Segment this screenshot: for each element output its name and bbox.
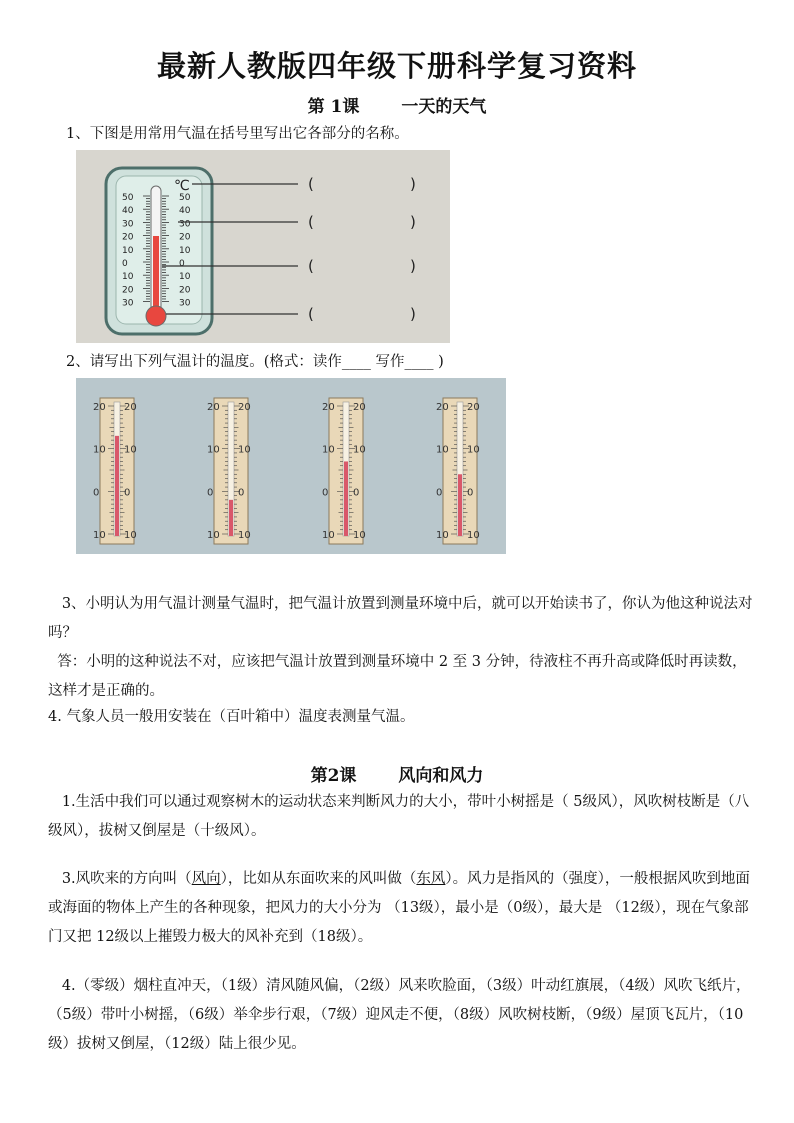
question-1: 1、下图是用常用气温在括号里写出它各部分的名称。 [66, 126, 409, 142]
question-3 [48, 590, 758, 648]
scale-label-left-4-3: 10 [436, 530, 449, 541]
scale-label-left-2-0: 20 [207, 402, 220, 413]
lesson-2-paragraph-4 [48, 972, 758, 1059]
scale-label-left-3-1: 10 [322, 444, 335, 456]
answer-wind-direction: 风向 [191, 871, 221, 887]
answer-east-wind: 东风 [416, 871, 446, 887]
answer-brackets [308, 175, 416, 323]
thermometer-readings-svg [76, 378, 506, 554]
lesson-1-number: 第 1课 [307, 97, 360, 117]
right-scale-labels [179, 193, 191, 309]
right-scale-label-1: 40 [179, 206, 191, 217]
scale-label-right-3-1: 10 [353, 444, 366, 456]
right-scale-label-3: 20 [179, 232, 191, 243]
paragraph-1-text: 1.生活中我们可以通过观察树木的运动状态来判断风力的大小，带叶小树摇是（ 5级风），风吹树枝断是（八级风），拔树又倒屋是（十级风）。 [48, 794, 750, 839]
left-scale-label-2: 30 [122, 219, 134, 230]
right-scale-label-4: 10 [179, 245, 191, 256]
paragraph-3-part-a: 3.风吹来的方向叫（ [61, 871, 192, 887]
scale-label-right-1-1: 10 [124, 444, 137, 456]
right-scale-label-5: 0 [179, 259, 185, 269]
left-scale-label-6: 10 [122, 272, 134, 283]
left-scale-labels [122, 193, 134, 309]
question-3-text: 3、小明认为用气温计测量气温时，把气温计放置到测量环境中后，就可以开始读书了，你认为他这种说法对吗？ [48, 596, 753, 641]
scale-label-left-3-2: 0 [322, 487, 329, 499]
scale-label-left-2-1: 10 [207, 444, 220, 456]
right-scale-label-7: 20 [179, 285, 191, 296]
scale-label-left-2-2: 0 [207, 487, 214, 499]
bracket-close-3: ) [410, 305, 416, 323]
scale-label-right-3-3: 10 [353, 530, 366, 541]
scale-label-right-2-3: 10 [238, 530, 251, 541]
left-scale-label-5: 0 [122, 259, 128, 269]
scale-label-right-4-0: 20 [467, 402, 480, 413]
lesson-2-paragraph-1 [48, 788, 758, 846]
left-scale-label-3: 20 [122, 232, 134, 243]
thermometer-readings-figure [76, 378, 506, 554]
thermometer-diagram [76, 150, 450, 343]
liquid-bulb [146, 306, 166, 326]
bracket-close-0: ) [410, 175, 416, 193]
unit-label: ℃ [174, 178, 190, 194]
right-scale-label-2: 30 [179, 219, 191, 230]
lesson-2-paragraph-3 [48, 865, 758, 952]
mercury-column-4 [458, 474, 462, 536]
scale-label-right-1-0: 20 [124, 402, 137, 413]
bracket-close-2: ) [410, 257, 416, 275]
mercury-column-2 [229, 500, 233, 536]
lesson-1-name: 一天的天气 [401, 97, 487, 117]
scale-label-left-4-0: 20 [436, 402, 449, 413]
scale-label-right-3-2: 0 [353, 487, 360, 499]
bracket-open-2: ( [308, 257, 314, 275]
scale-label-left-4-1: 10 [436, 444, 449, 456]
scale-label-right-2-0: 20 [238, 402, 251, 413]
question-4: 4. 气象人员一般用安装在（百叶箱中）温度表测量气温。 [48, 709, 415, 725]
lesson-2-number: 第2课 [310, 766, 357, 786]
scale-label-left-2-3: 10 [207, 530, 220, 541]
paragraph-4-text: 4.（零级）烟柱直冲天，（1级）清风随风偏，（2级）风来吹脸面，（3级）叶动红旗展，（4级）风吹飞纸片，（5级）带叶小树摇，（6级）举伞步行艰，（7级）迎风走不便，（8级）风吹树枝断，（9级）屋顶飞瓦片，（10级）拔树又倒屋，（12级）陆上很少见。 [48, 978, 751, 1052]
scale-label-left-3-3: 10 [322, 530, 335, 541]
paragraph-3-part-e: ）。风力是指风的（强度），一般根据风吹到地面或海面的物体上产生的各种现象，把风力的大小分为 （13级），最小是（0级），最大是 （12级），现在气象部门又把 12级以上摧毁力极大的风补充到（18级）。 [48, 871, 750, 945]
thermometer-3 [322, 398, 366, 544]
bracket-open-0: ( [308, 175, 314, 193]
scale-label-left-1-0: 20 [93, 402, 106, 413]
paragraph-3-part-c: ），比如从东面吹来的风叫做（ [220, 871, 417, 887]
scale-label-right-4-2: 0 [467, 487, 474, 499]
page-title: 最新人教版四年级下册科学复习资料 [156, 49, 637, 83]
scale-label-left-4-2: 0 [436, 487, 443, 499]
thermometer-2 [207, 398, 251, 544]
scale-label-right-3-0: 20 [353, 402, 366, 413]
right-scale-label-6: 10 [179, 272, 191, 283]
right-scale-label-8: 30 [179, 298, 191, 309]
scale-label-left-3-0: 20 [322, 402, 335, 413]
scale-label-right-1-2: 0 [124, 487, 131, 499]
thermometer-4 [436, 398, 480, 544]
lesson-2-name: 风向和风力 [398, 766, 484, 786]
left-scale-label-0: 50 [122, 193, 134, 203]
scale-label-right-4-1: 10 [467, 444, 480, 456]
mercury-column-3 [344, 461, 348, 536]
answer-3-text: 答：小明的这种说法不对，应该把气温计放置到测量环境中 2 至 3 分钟，待液柱不再升高或降低时再读数，这样才是正确的。 [48, 654, 747, 699]
thermometer-diagram-svg [76, 150, 450, 343]
mercury-column-1 [115, 436, 119, 536]
scale-label-right-1-3: 10 [124, 530, 137, 541]
left-scale-label-1: 40 [122, 206, 134, 217]
scale-label-right-2-1: 10 [238, 444, 251, 456]
thermometer-1 [93, 398, 137, 544]
left-scale-label-4: 10 [122, 245, 134, 256]
right-scale-label-0: 50 [179, 193, 191, 203]
bracket-open-3: ( [308, 305, 314, 323]
lesson-1-heading [0, 92, 794, 117]
answer-3 [48, 648, 758, 706]
left-scale-label-8: 30 [122, 298, 134, 309]
lesson-2-heading [0, 761, 794, 786]
scale-label-left-1-3: 10 [93, 530, 106, 541]
scale-label-left-1-2: 0 [93, 487, 100, 499]
bracket-open-1: ( [308, 213, 314, 231]
scale-label-right-2-2: 0 [238, 487, 245, 499]
bracket-close-1: ) [410, 213, 416, 231]
scale-label-right-4-3: 10 [467, 530, 480, 541]
question-2: 2、请写出下列气温计的温度。(格式：读作____ 写作____ ) [66, 354, 444, 370]
left-scale-label-7: 20 [122, 285, 134, 296]
scale-label-left-1-1: 10 [93, 444, 106, 456]
liquid-column [153, 236, 159, 312]
